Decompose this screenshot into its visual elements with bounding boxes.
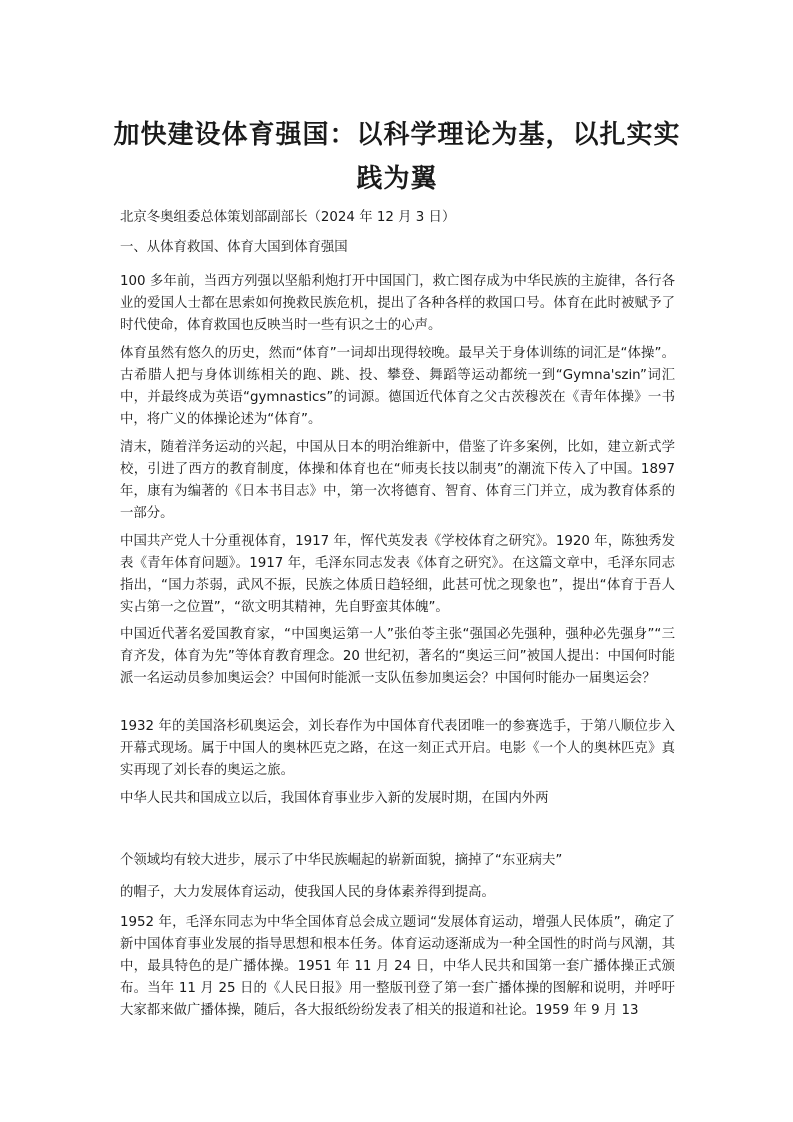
paragraph: 1932 年的美国洛杉矶奥运会，刘长春作为中国体育代表团唯一的参赛选手，于第八顺位步入开幕式现场。属于中国人的奥林匹克之路，在这一刻正式开启。电影《一个人的奥林匹克》真实再现了刘长春的奥运之旅。 <box>120 719 675 778</box>
section-heading: 一、从体育救国、体育大国到体育强国 <box>120 240 348 255</box>
byline: 北京冬奥组委总体策划部副部长（2024 年 12 月 3 日） <box>120 210 456 225</box>
paragraph: 中国近代著名爱国教育家，“中国奥运第一人”张伯苓主张“强国必先强种，强种必先强身”“三育齐发，体育为先”等体育教育理念。20 世纪初，著名的“奥运三问”被国人提出：中国何时能派一名运动员参加奥运会？中国何时能派一支队伍参加奥运会？中国何时能办一届奥运会？ <box>120 627 675 686</box>
paragraph: 清末，随着洋务运动的兴起，中国从日本的明治维新中，借鉴了许多案例，比如，建立新式学校，引进了西方的教育制度，体操和体育也在“师夷长技以制夷”的潮流下传入了中国。1897 年，康有为编著的《日本书目志》中，第一次将德育、智育、体育三门并立，成为教育体系的一部分。 <box>120 440 675 521</box>
paragraph: 体育虽然有悠久的历史，然而“体育”一词却出现得较晚。最早关于身体训练的词汇是“体操”。古希腊人把与身体训练相关的跑、跳、投、攀登、舞蹈等运动都统一到“Gymna'szin”词汇中，并最终成为英语“gymnastics”的词源。德国近代体育之父古茨穆茨在《青年体操》一书中，将广义的体操论述为“体育”。 <box>120 346 675 427</box>
paragraph: 中国共产党人十分重视体育，1917 年，恽代英发表《学校体育之研究》。1920 年，陈独秀发表《青年体育问题》。1917 年，毛泽东同志发表《体育之研究》。在这篇文章中，毛泽东同志指出，“国力苶弱，武风不振，民族之体质日趋轻细，此甚可忧之现象也”，提出“体育于吾人实占第一之位置”，“欲文明其精神，先自野蛮其体魄”。 <box>120 534 675 615</box>
paragraph: 的帽子，大力发展体育运动，使我国人民的身体素养得到提高。 <box>120 885 495 900</box>
paragraph: 100 多年前，当西方列强以坚船利炮打开中国国门，救亡图存成为中华民族的主旋律，各行各业的爱国人士都在思索如何挽救民族危机，提出了各种各样的救国口号。体育在此时被赋予了时代使命，体育救国也反映当时一些有识之士的心声。 <box>120 274 675 333</box>
document-title: 加快建设体育强国：以科学理论为基，以扎实实践为翼 <box>113 120 681 194</box>
paragraph: 中华人民共和国成立以后，我国体育事业步入新的发展时期，在国内外两 <box>120 791 549 806</box>
paragraph: 个领域均有较大进步，展示了中华民族崛起的崭新面貌，摘掉了“东亚病夫” <box>120 853 563 868</box>
paragraph: 1952 年，毛泽东同志为中华全国体育总会成立题词“发展体育运动，增强人民体质”，确定了新中国体育事业发展的指导思想和根本任务。体育运动逐渐成为一种全国性的时尚与风潮，其中，最具特色的是广播体操。1951 年 11 月 24 日，中华人民共和国第一套广播体操正式颁布。当年 11 月 25 日的《人民日报》用一整版刊登了第一套广播体操的图解和说明，并呼吁大家都来做广播体操，随后，各大报纸纷纷发表了相关的报道和社论。1959 年 9 月 13 <box>120 915 675 1018</box>
